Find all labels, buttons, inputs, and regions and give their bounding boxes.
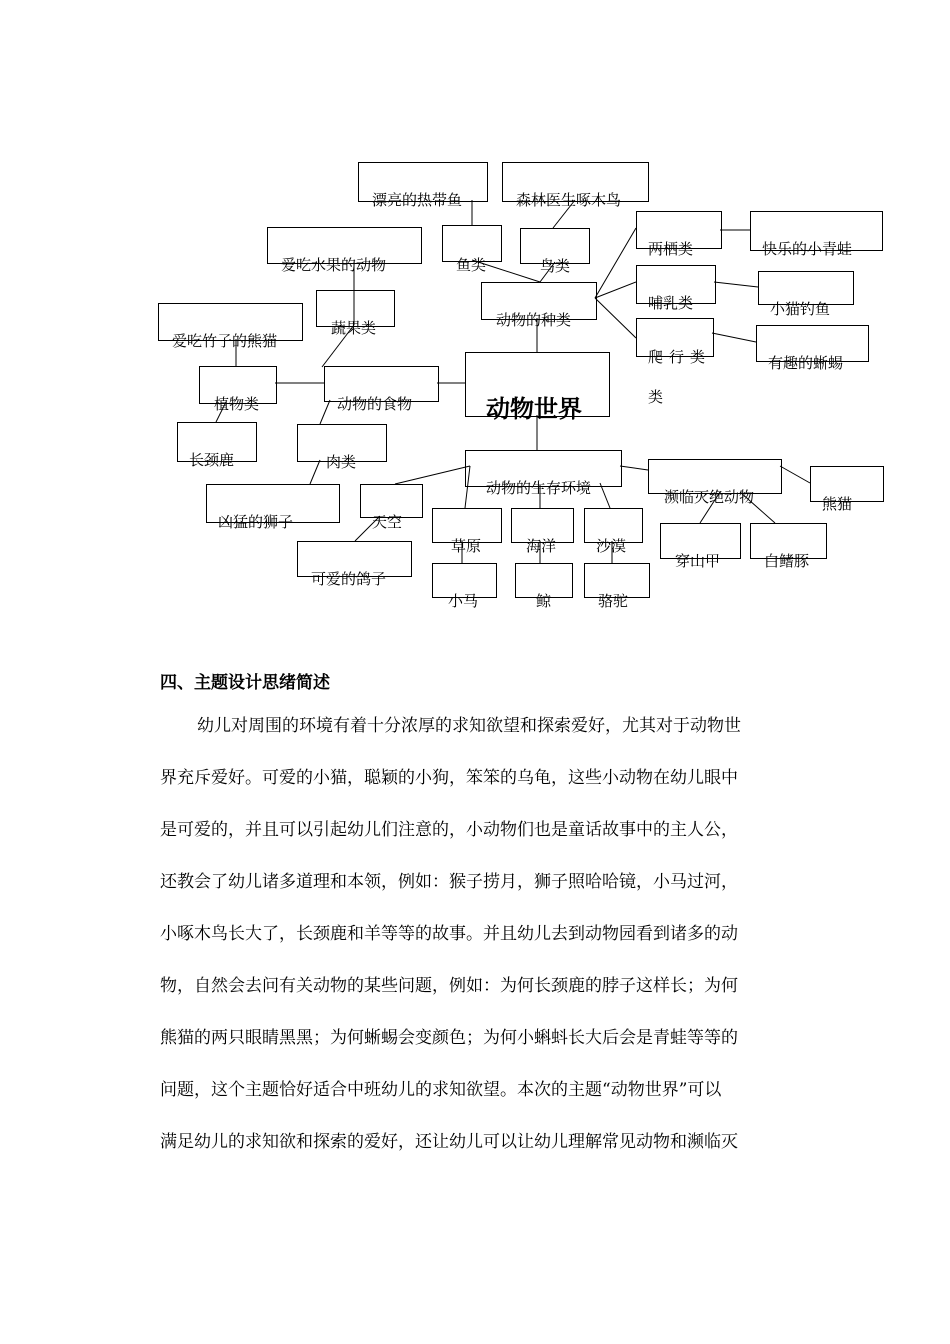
- mind-map: [0, 0, 950, 640]
- label-pangolin: 穿山甲: [675, 552, 721, 570]
- label-sky: 天空: [372, 513, 403, 531]
- label-lizard: 有趣的蜥蜴: [768, 354, 844, 372]
- label-pigeon: 可爱的鸽子: [311, 570, 387, 588]
- body-paragraph: [160, 704, 820, 1172]
- label-reptiles: 爬行类: [648, 348, 712, 366]
- label-fish: 鱼类: [456, 256, 487, 274]
- paragraph-line: 界充斥爱好。可爱的小猫，聪颖的小狗，笨笨的乌龟，这些小动物在幼儿眼中: [160, 768, 738, 788]
- label-dolphin: 白鳍豚: [764, 552, 810, 570]
- label-species: 动物的种类: [496, 311, 572, 329]
- label-lion: 凶猛的狮子: [218, 513, 294, 531]
- label-meat: 肉类: [326, 453, 357, 471]
- label-whale: 鲸: [536, 592, 552, 610]
- label-mammals: 哺乳类: [648, 294, 694, 312]
- section-heading: 四、主题设计思绪简述: [160, 673, 330, 693]
- label-amphibians: 两栖类: [648, 240, 694, 258]
- paragraph-line: 满足幼儿的求知欲和探索的爱好，还让幼儿可以让幼儿理解常见动物和濒临灭: [160, 1132, 738, 1152]
- paragraph-line: 还教会了幼儿诸多道理和本领，例如：猴子捞月，狮子照哈哈镜，小马过河，: [160, 872, 738, 892]
- label-food: 动物的食物: [337, 395, 413, 413]
- label-panda: 熊猫: [822, 495, 853, 513]
- paragraph-line: 小啄木鸟长大了，长颈鹿和羊等等的故事。并且幼儿去到动物园看到诸多的动: [160, 924, 738, 944]
- label-desert: 沙漠: [596, 537, 627, 555]
- paragraph-line: 幼儿对周围的环境有着十分浓厚的求知欲望和探索爱好，尤其对于动物世: [197, 716, 741, 736]
- label-tropical-fish: 漂亮的热带鱼: [372, 191, 463, 209]
- label-camel: 骆驼: [598, 592, 629, 610]
- label-grassland: 草原: [451, 537, 482, 555]
- label-woodpecker: 森林医生啄木鸟: [516, 191, 622, 209]
- label-plants: 植物类: [214, 395, 260, 413]
- label-fruit-animal: 爱吃水果的动物: [281, 256, 387, 274]
- paragraph-line: 物，自然会去问有关动物的某些问题，例如：为何长颈鹿的脖子这样长；为何: [160, 976, 738, 996]
- paragraph-line: 问题，这个主题恰好适合中班幼儿的求知欲望。本次的主题“动物世界”可以: [160, 1080, 722, 1100]
- paragraph-line: 是可爱的，并且可以引起幼儿们注意的，小动物们也是童话故事中的主人公，: [160, 820, 738, 840]
- label-ocean: 海洋: [526, 537, 557, 555]
- label-fruit-veg: 蔬果类: [331, 319, 377, 337]
- label-endangered: 濒临灭绝动物: [664, 488, 755, 506]
- root-title: 动物世界: [486, 394, 582, 423]
- label-bamboo-panda: 爱吃竹子的熊猫: [172, 332, 278, 350]
- label-reptiles-tail: 类: [648, 388, 664, 406]
- label-pony: 小马: [448, 592, 479, 610]
- label-birds: 鸟类: [540, 257, 571, 275]
- label-frog: 快乐的小青蛙: [762, 240, 853, 258]
- paragraph-line: 熊猫的两只眼睛黑黑；为何蜥蜴会变颜色；为何小蝌蚪长大后会是青蛙等等的: [160, 1028, 738, 1048]
- label-giraffe: 长颈鹿: [189, 451, 235, 469]
- label-kitten-fishing: 小猫钓鱼: [770, 300, 831, 318]
- label-habitat: 动物的生存环境: [486, 479, 592, 497]
